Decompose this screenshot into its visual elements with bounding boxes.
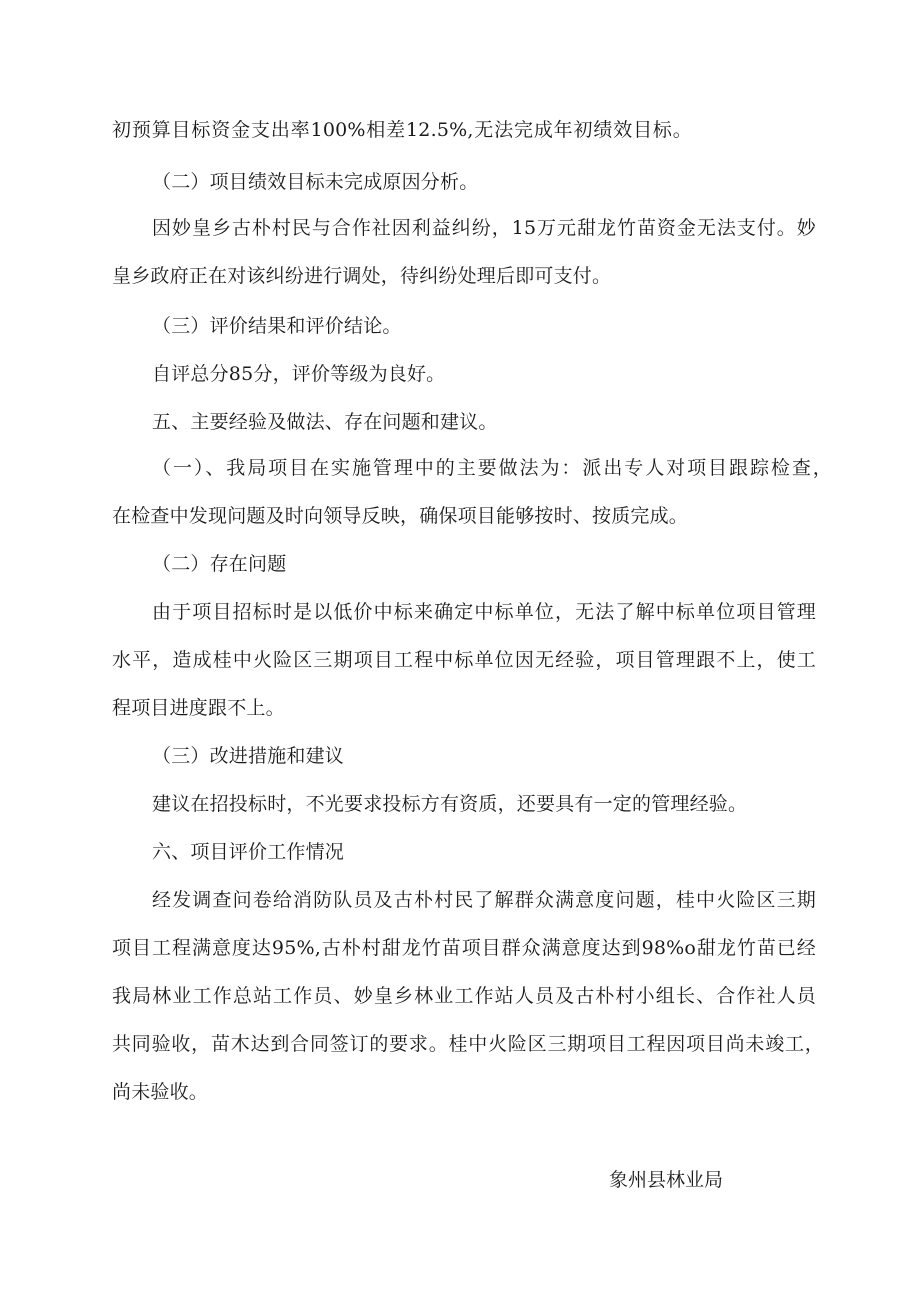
- paragraph-line-15: 建议在招投标时，不光要求投标方有资质，还要具有一定的管理经验。: [152, 793, 748, 815]
- section-heading-six: 六、项目评价工作情况: [152, 841, 345, 863]
- section-heading-problems: （二）存在问题: [152, 553, 287, 575]
- section-heading-evaluation-result: （三）评价结果和评价结论。: [152, 315, 402, 337]
- paragraph-line-21: 尚未验收。: [112, 1081, 209, 1103]
- paragraph-line-6: 自评总分85分，评价等级为良好。: [152, 363, 446, 385]
- paragraph-line-17: 经发调查问卷给消防队员及古朴村民了解群众满意度问题，桂中火险区三期: [152, 889, 816, 911]
- paragraph-line-9: 在检查中发现问题及时向领导反映，确保项目能够按时、按质完成。: [112, 505, 689, 527]
- paragraph-line-11: 由于项目招标时是以低价中标来确定中标单位，无法了解中标单位项目管理: [152, 601, 816, 623]
- paragraph-line-18: 项目工程满意度达95%,古朴村甜龙竹苗项目群众满意度达到98%o甜龙竹苗已经: [112, 937, 816, 959]
- paragraph-line-8: （一）、我局项目在实施管理中的主要做法为：派出专人对项目跟踪检查，: [152, 457, 832, 479]
- paragraph-line-1: 初预算目标资金支出率100%相差12.5%,无法完成年初绩效目标。: [112, 119, 692, 141]
- paragraph-line-12: 水平，造成桂中火险区三期项目工程中标单位因无经验，项目管理跟不上，使工: [112, 649, 816, 671]
- signature-organization: 象州县林业局: [609, 1169, 724, 1191]
- section-heading-unmet-reasons: （二）项目绩效目标未完成原因分析。: [152, 171, 479, 193]
- section-heading-five: 五、主要经验及做法、存在问题和建议。: [152, 411, 498, 433]
- paragraph-line-20: 共同验收，苗木达到合同签订的要求。桂中火险区三期项目工程因项目尚未竣工，: [112, 1033, 824, 1055]
- paragraph-line-19: 我局林业工作总站工作员、妙皇乡林业工作站人员及古朴村小组长、合作社人员: [112, 985, 816, 1007]
- section-heading-improvements: （三）改进措施和建议: [152, 745, 345, 767]
- paragraph-line-3: 因妙皇乡古朴村民与合作社因利益纠纷，15万元甜龙竹苗资金无法支付。妙: [152, 217, 816, 239]
- paragraph-line-13: 程项目进度跟不上。: [112, 697, 285, 719]
- paragraph-line-4: 皇乡政府正在对该纠纷进行调处，待纠纷处理后即可支付。: [112, 265, 612, 287]
